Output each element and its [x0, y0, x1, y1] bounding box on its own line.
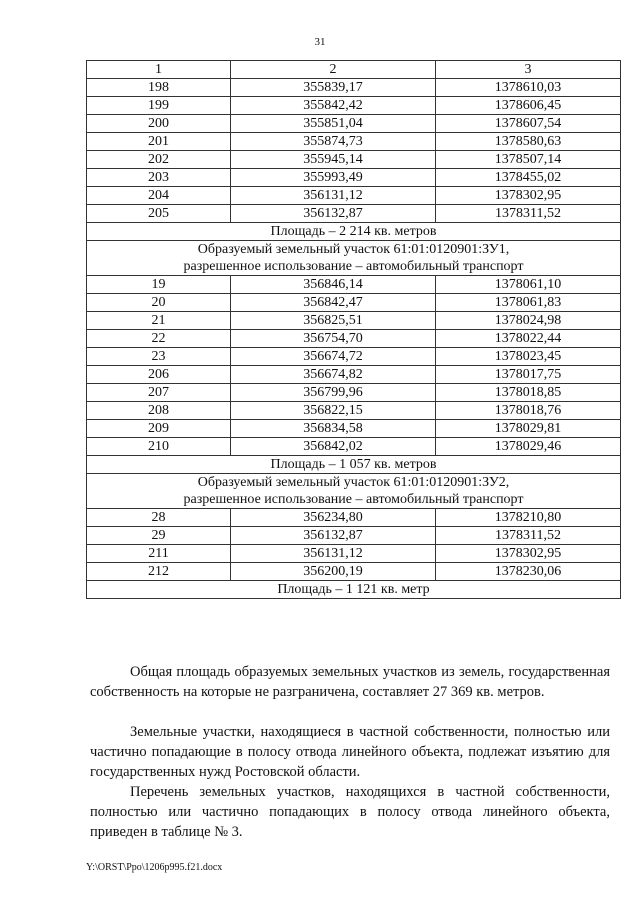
point-number: 208 [87, 402, 231, 420]
coordinate-y: 1378029,46 [436, 438, 621, 456]
coordinate-y: 1378507,14 [436, 151, 621, 169]
table-row [87, 330, 621, 348]
section-title [87, 241, 621, 276]
point-number: 20 [87, 294, 231, 312]
table-row [87, 545, 621, 563]
point-number: 202 [87, 151, 231, 169]
coordinate-y: 1378311,52 [436, 205, 621, 223]
coordinate-y: 1378455,02 [436, 169, 621, 187]
section-title-row [87, 241, 621, 276]
point-number: 204 [87, 187, 231, 205]
table-row [87, 563, 621, 581]
coordinate-y: 1378061,10 [436, 276, 621, 294]
table-row [87, 527, 621, 545]
paragraph-private-land: Земельные участки, находящиеся в частной собственности, полностью или частично попадающие в полосу отвода линейного объекта, подлежат изъятию для государственных нужд Ростовской области. [90, 724, 610, 780]
table-row [87, 366, 621, 384]
section-title-row [87, 474, 621, 509]
coordinate-y: 1378022,44 [436, 330, 621, 348]
coordinate-x: 356132,87 [231, 205, 436, 223]
section-title-line: разрешенное использование – автомобильный транспорт [183, 492, 524, 507]
coordinate-y: 1378606,45 [436, 97, 621, 115]
section-title [87, 474, 621, 509]
point-number: 201 [87, 133, 231, 151]
area-row [87, 223, 621, 241]
coordinate-y: 1378029,81 [436, 420, 621, 438]
table-row [87, 509, 621, 527]
point-number: 23 [87, 348, 231, 366]
coordinate-x: 356846,14 [231, 276, 436, 294]
point-number: 200 [87, 115, 231, 133]
table-row [87, 438, 621, 456]
table-row [87, 79, 621, 97]
table-row [87, 151, 621, 169]
point-number: 21 [87, 312, 231, 330]
coordinate-y: 1378061,83 [436, 294, 621, 312]
table-row [87, 97, 621, 115]
table-row [87, 402, 621, 420]
table-row [87, 187, 621, 205]
coordinate-x: 355993,49 [231, 169, 436, 187]
coordinate-x: 355874,73 [231, 133, 436, 151]
table-row [87, 169, 621, 187]
table-row [87, 420, 621, 438]
section-title-line: разрешенное использование – автомобильный транспорт [183, 259, 524, 274]
point-number: 28 [87, 509, 231, 527]
table-row [87, 384, 621, 402]
file-path-footer: Y:\ORST\Ppo\1206p995.f21.docx [86, 862, 223, 873]
coordinate-y: 1378017,75 [436, 366, 621, 384]
coordinate-x: 356822,15 [231, 402, 436, 420]
point-number: 212 [87, 563, 231, 581]
coordinate-x: 355839,17 [231, 79, 436, 97]
point-number: 205 [87, 205, 231, 223]
coordinate-x: 356131,12 [231, 545, 436, 563]
coordinate-y: 1378018,76 [436, 402, 621, 420]
coordinate-x: 356131,12 [231, 187, 436, 205]
point-number: 211 [87, 545, 231, 563]
point-number: 199 [87, 97, 231, 115]
coordinate-x: 356834,58 [231, 420, 436, 438]
coordinate-y: 1378311,52 [436, 527, 621, 545]
coordinate-x: 356842,47 [231, 294, 436, 312]
point-number: 203 [87, 169, 231, 187]
paragraph-total-area: Общая площадь образуемых земельных участков из земель, государственная собственность на которые не разграничена, составляет 27 369 кв. метров. [90, 664, 610, 700]
coordinate-x: 355945,14 [231, 151, 436, 169]
coordinate-x: 356234,80 [231, 509, 436, 527]
table-row [87, 115, 621, 133]
table-header-row [87, 61, 621, 79]
coordinate-x: 355842,42 [231, 97, 436, 115]
coordinate-x: 355851,04 [231, 115, 436, 133]
coordinate-y: 1378607,54 [436, 115, 621, 133]
coordinate-x: 356799,96 [231, 384, 436, 402]
table-row [87, 205, 621, 223]
coordinate-y: 1378302,95 [436, 187, 621, 205]
coordinate-x: 356754,70 [231, 330, 436, 348]
coordinate-y: 1378302,95 [436, 545, 621, 563]
page-number: 31 [314, 36, 326, 48]
area-row [87, 581, 621, 599]
coordinate-y: 1378230,06 [436, 563, 621, 581]
coordinate-y: 1378024,98 [436, 312, 621, 330]
coordinate-x: 356842,02 [231, 438, 436, 456]
coordinates-table-body [87, 61, 621, 599]
point-number: 22 [87, 330, 231, 348]
coordinate-x: 356674,72 [231, 348, 436, 366]
section-title-line: Образуемый земельный участок 61:01:0120901:ЗУ1, [197, 242, 510, 257]
point-number: 29 [87, 527, 231, 545]
coordinate-y: 1378018,85 [436, 384, 621, 402]
table-row [87, 312, 621, 330]
coordinate-x: 356825,51 [231, 312, 436, 330]
area-total: Площадь – 2 214 кв. метров [87, 223, 621, 241]
coordinates-table [86, 60, 621, 599]
coordinate-x: 356132,87 [231, 527, 436, 545]
table-row [87, 294, 621, 312]
point-number: 206 [87, 366, 231, 384]
point-number: 209 [87, 420, 231, 438]
table-row [87, 276, 621, 294]
area-total: Площадь – 1 121 кв. метр [87, 581, 621, 599]
point-number: 210 [87, 438, 231, 456]
paragraph-table-reference: Перечень земельных участков, находящихся в частной собственности, полностью или частично попадающих в полосу отвода линейного объекта, приведен в таблице № 3. [90, 784, 610, 840]
coordinate-x: 356200,19 [231, 563, 436, 581]
column-header: 1 [87, 61, 231, 79]
point-number: 198 [87, 79, 231, 97]
area-total: Площадь – 1 057 кв. метров [87, 456, 621, 474]
coordinate-y: 1378580,63 [436, 133, 621, 151]
point-number: 19 [87, 276, 231, 294]
coordinate-y: 1378610,03 [436, 79, 621, 97]
area-row [87, 456, 621, 474]
coordinate-y: 1378023,45 [436, 348, 621, 366]
coordinate-y: 1378210,80 [436, 509, 621, 527]
coordinate-x: 356674,82 [231, 366, 436, 384]
point-number: 207 [87, 384, 231, 402]
table-row [87, 348, 621, 366]
section-title-line: Образуемый земельный участок 61:01:0120901:ЗУ2, [197, 475, 510, 490]
column-header: 2 [231, 61, 436, 79]
column-header: 3 [436, 61, 621, 79]
table-row [87, 133, 621, 151]
